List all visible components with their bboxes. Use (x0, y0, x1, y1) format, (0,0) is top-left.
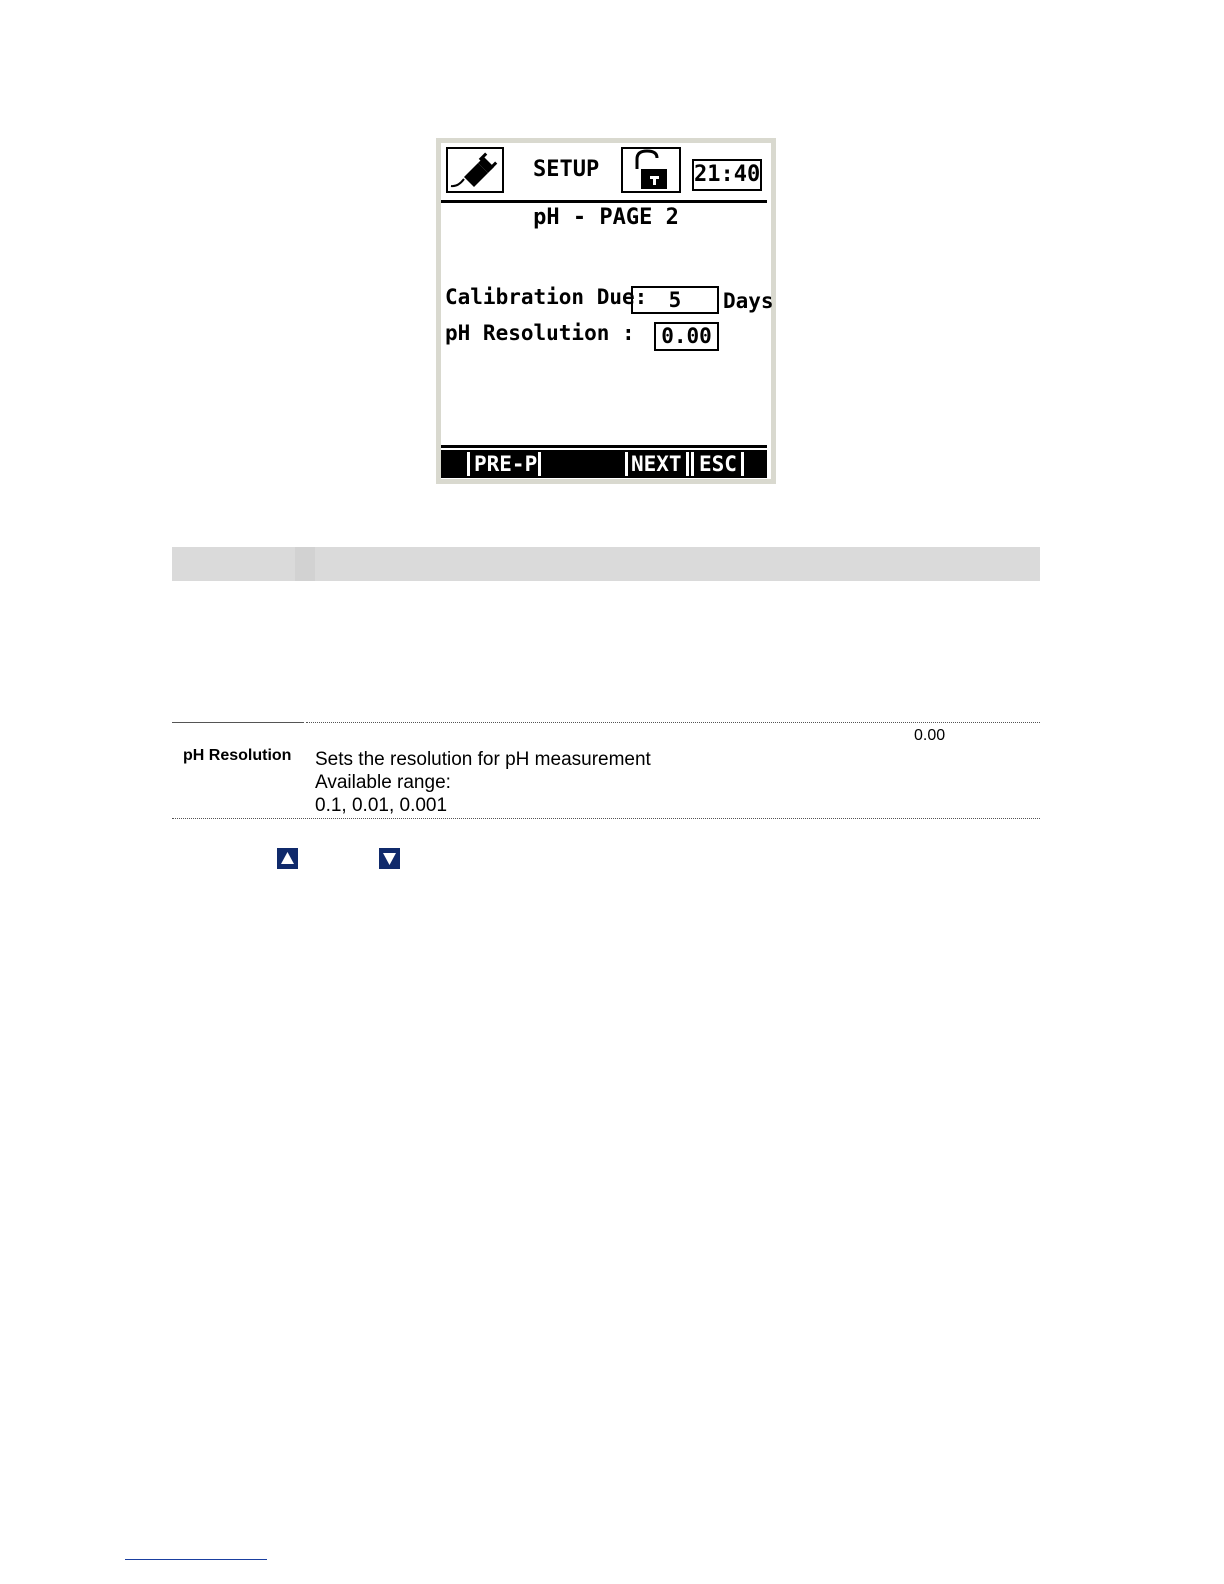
softkey-separator (625, 452, 628, 476)
parameter-name: pH Resolution (183, 747, 292, 764)
softkey-pre-p[interactable]: PRE-P (474, 452, 538, 476)
table-rule (172, 722, 304, 723)
footnote-rule (125, 1559, 267, 1560)
ph-resolution-field[interactable]: 0.00 (654, 322, 719, 351)
screen-header-title: SETUP (533, 157, 600, 182)
parameter-description (315, 748, 651, 817)
softkey-separator (691, 452, 694, 476)
table-rule (306, 722, 1040, 723)
device-screenshot (436, 138, 776, 484)
down-arrow-key-icon (379, 848, 400, 869)
unlocked-padlock-icon (621, 147, 681, 193)
softkey-separator (741, 452, 744, 476)
softkey-separator (538, 452, 541, 476)
table-header-divider (295, 547, 315, 581)
lcd-display (441, 143, 774, 479)
softkey-bar (441, 450, 767, 478)
softkey-esc[interactable]: ESC (699, 452, 737, 476)
softkey-next[interactable]: NEXT (631, 452, 682, 476)
description-line: Available range: (315, 772, 451, 793)
probe-plug-icon (446, 147, 504, 193)
description-line: 0.1, 0.01, 0.001 (315, 795, 448, 816)
default-value: 0.00 (914, 727, 946, 744)
header-divider (441, 200, 767, 203)
up-arrow-key-icon (277, 848, 298, 869)
calibration-due-label: Calibration Due: (445, 285, 648, 309)
clock-display: 21:40 (692, 159, 762, 191)
calibration-due-unit: Days (723, 289, 774, 313)
softkey-separator (686, 452, 689, 476)
ph-resolution-label: pH Resolution : (445, 321, 635, 345)
screen-page-title: pH - PAGE 2 (533, 205, 679, 230)
softkey-divider (441, 445, 767, 448)
table-rule (172, 818, 1040, 819)
calibration-due-field[interactable]: 5 (631, 286, 719, 314)
description-line: Sets the resolution for pH measurement (315, 749, 651, 770)
softkey-separator (467, 452, 470, 476)
table-header (172, 547, 1040, 581)
